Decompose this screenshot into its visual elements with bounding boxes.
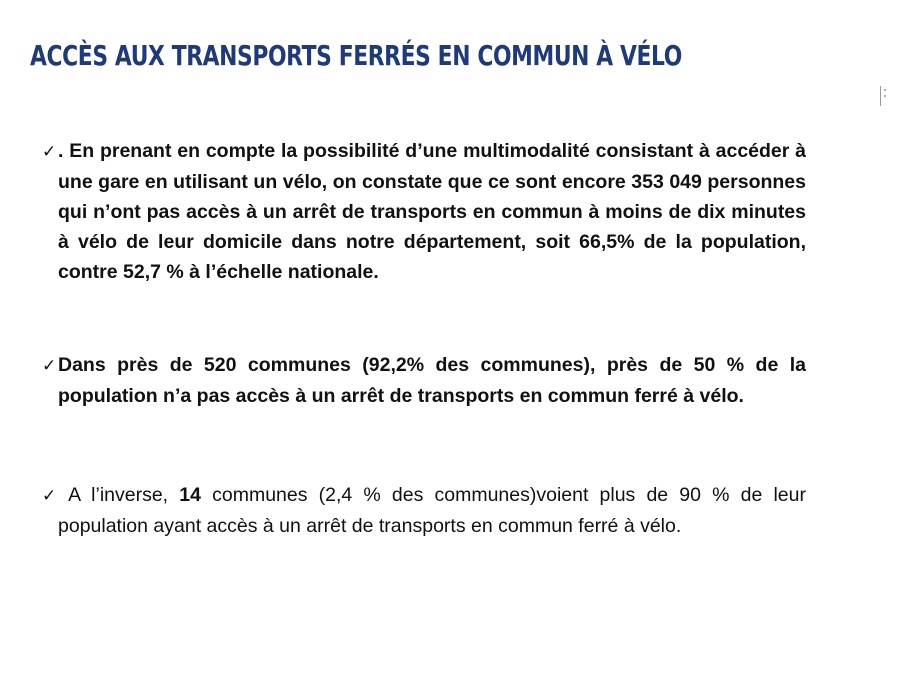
bullet-text: . En prenant en compte la possibilité d’une multimodalité consistant à accéder à une gare en utilisant un vélo, on constate que ce sont encore 353 049 personnes qui n’ont pas accès à un arrêt de transports en commun à moins de dix minutes à vélo de leur domicile dans notre département, soit 66,5% de la population, contre 52,7 % à l’échelle nationale.: [58, 140, 806, 283]
slide-title: ACCÈS AUX TRANSPORTS FERRÉS EN COMMUN À VÉLO: [30, 39, 682, 72]
bullet-item-multimodality: [42, 136, 806, 287]
checkmark-icon: ✓: [42, 142, 57, 162]
bullet-paragraph: [42, 136, 806, 287]
bullet-item-communes-without-access: [42, 350, 806, 411]
checkmark-icon: ✓: [42, 486, 57, 506]
bullet-item-communes-with-access: [42, 480, 806, 541]
bullet-text-before: A l’inverse,: [58, 484, 180, 506]
checkmark-icon: ✓: [42, 356, 57, 376]
page-marker: [880, 86, 888, 106]
page-marker-dot: [884, 95, 886, 97]
bullet-paragraph: [42, 480, 806, 541]
page-marker-line: [880, 86, 881, 106]
bullet-emphasis-number: 14: [179, 484, 201, 506]
bullet-paragraph: [42, 350, 806, 411]
bullet-text: Dans près de 520 communes (92,2% des communes), près de 50 % de la population n’a pas accès à un arrêt de transports en commun ferré à vélo.: [58, 354, 806, 407]
page-marker-dot: [884, 89, 886, 91]
bullet-text-after: communes (2,4 % des communes)voient plus de 90 % de leur population ayant accès à un arrêt de transports en commun ferré à vélo.: [58, 484, 806, 537]
